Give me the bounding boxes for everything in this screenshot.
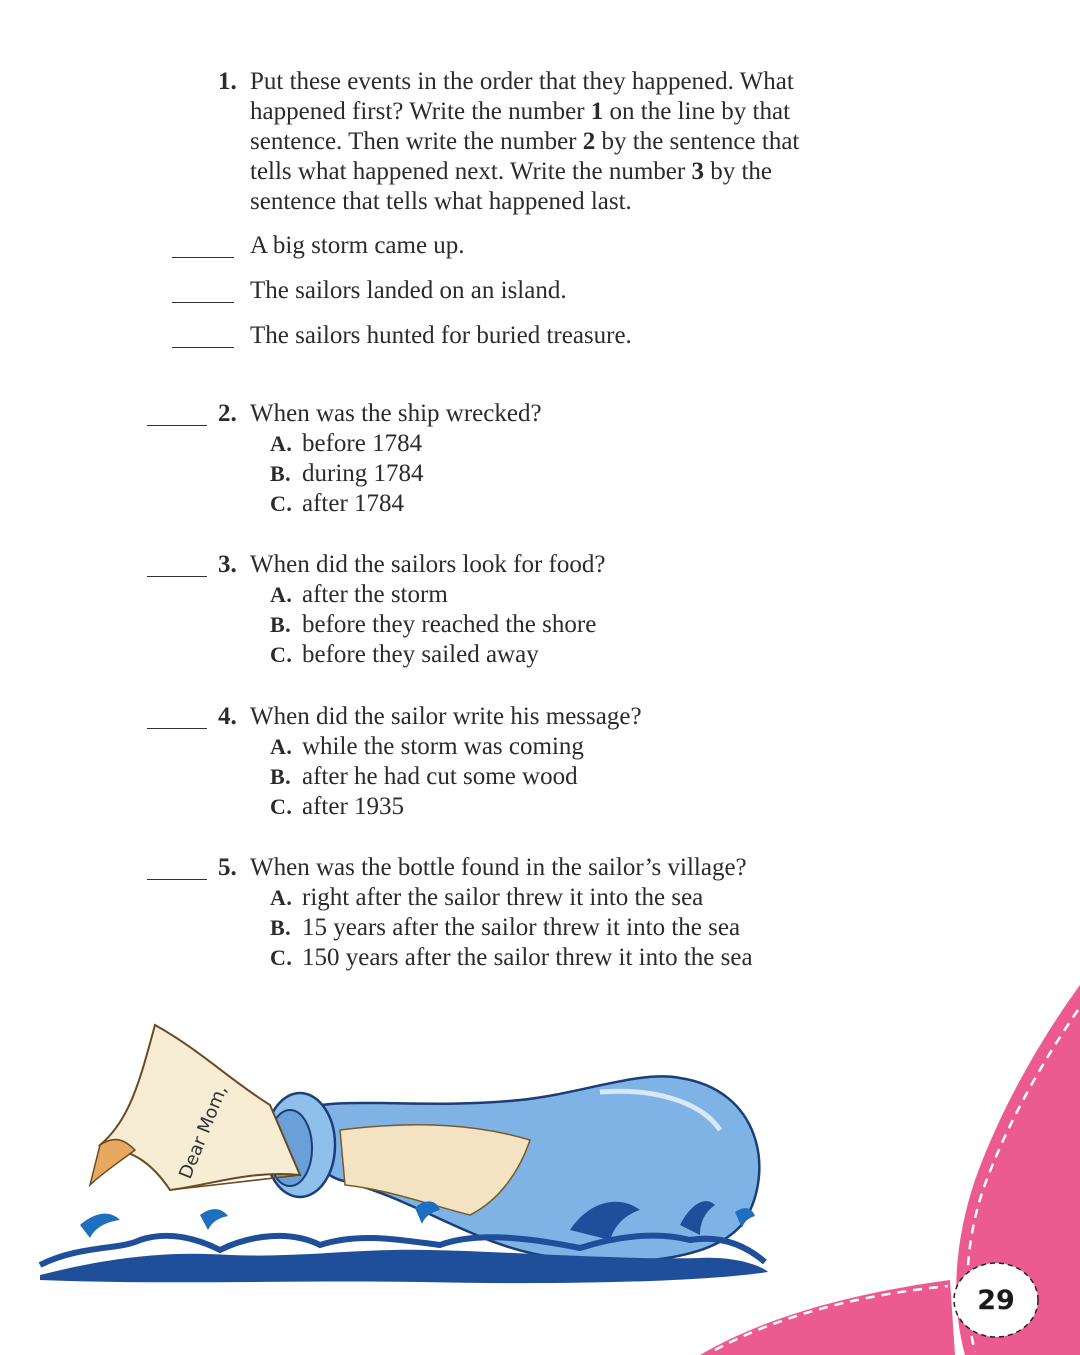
option-text: 15 years after the sailor threw it into the sea (302, 914, 741, 941)
letter-greeting: Dear Mom, (175, 1082, 232, 1182)
q1-number: 1. (218, 68, 237, 95)
option-text: before 1784 (302, 430, 423, 457)
option-text: while the storm was coming (302, 733, 584, 760)
option-letter: A. (270, 734, 293, 759)
q3-number: 3. (218, 551, 237, 578)
event-3: The sailors hunted for buried treasure. (250, 322, 632, 349)
q1-line: sentence that tells what happened last. (250, 188, 632, 215)
option-letter: A. (270, 885, 293, 910)
q5-text: When was the bottle found in the sailor’s village? (250, 854, 747, 881)
emphasized-number: 2 (582, 128, 596, 155)
option-text: during 1784 (302, 460, 424, 487)
q4-text: When did the sailor write his message? (250, 703, 642, 730)
option-letter: B. (270, 764, 292, 789)
option-letter: C. (270, 491, 293, 516)
bottle-icon (265, 1076, 759, 1261)
q3-text: When did the sailors look for food? (250, 551, 606, 578)
emphasized-number: 3 (691, 158, 704, 185)
option-text: before they sailed away (302, 641, 539, 668)
option-text: 150 years after the sailor threw it into the sea (302, 944, 753, 971)
option-text: after he had cut some wood (302, 763, 578, 790)
event-2: The sailors landed on an island. (250, 277, 567, 304)
option-letter: C. (270, 642, 293, 667)
option-text: after 1935 (302, 793, 405, 820)
q4-number: 4. (218, 703, 237, 730)
option-letter: A. (270, 431, 293, 456)
option-text: after 1784 (302, 490, 405, 517)
q1-line: sentence. Then write the number 2 by the sentence that (250, 128, 800, 155)
q1-line: happened first? Write the number 1 on the line by that (250, 98, 791, 125)
event-1: A big storm came up. (250, 232, 465, 259)
q1-line: Put these events in the order that they happened. What (250, 68, 794, 95)
option-letter: B. (270, 915, 292, 940)
q2-number: 2. (218, 400, 237, 427)
option-text: after the storm (302, 581, 448, 608)
q5-number: 5. (218, 854, 237, 881)
option-letter: C. (270, 945, 293, 970)
option-text: right after the sailor threw it into the sea (302, 884, 704, 911)
option-letter: C. (270, 794, 293, 819)
option-letter: B. (270, 612, 292, 637)
emphasized-number: 1 (590, 98, 604, 125)
q1-line: tells what happened next. Write the number 3 by the (250, 158, 773, 185)
option-letter: A. (270, 582, 293, 607)
q2-text: When was the ship wrecked? (250, 400, 542, 427)
page-number: 29 (977, 1285, 1015, 1316)
option-letter: B. (270, 461, 292, 486)
option-text: before they reached the shore (302, 611, 597, 638)
